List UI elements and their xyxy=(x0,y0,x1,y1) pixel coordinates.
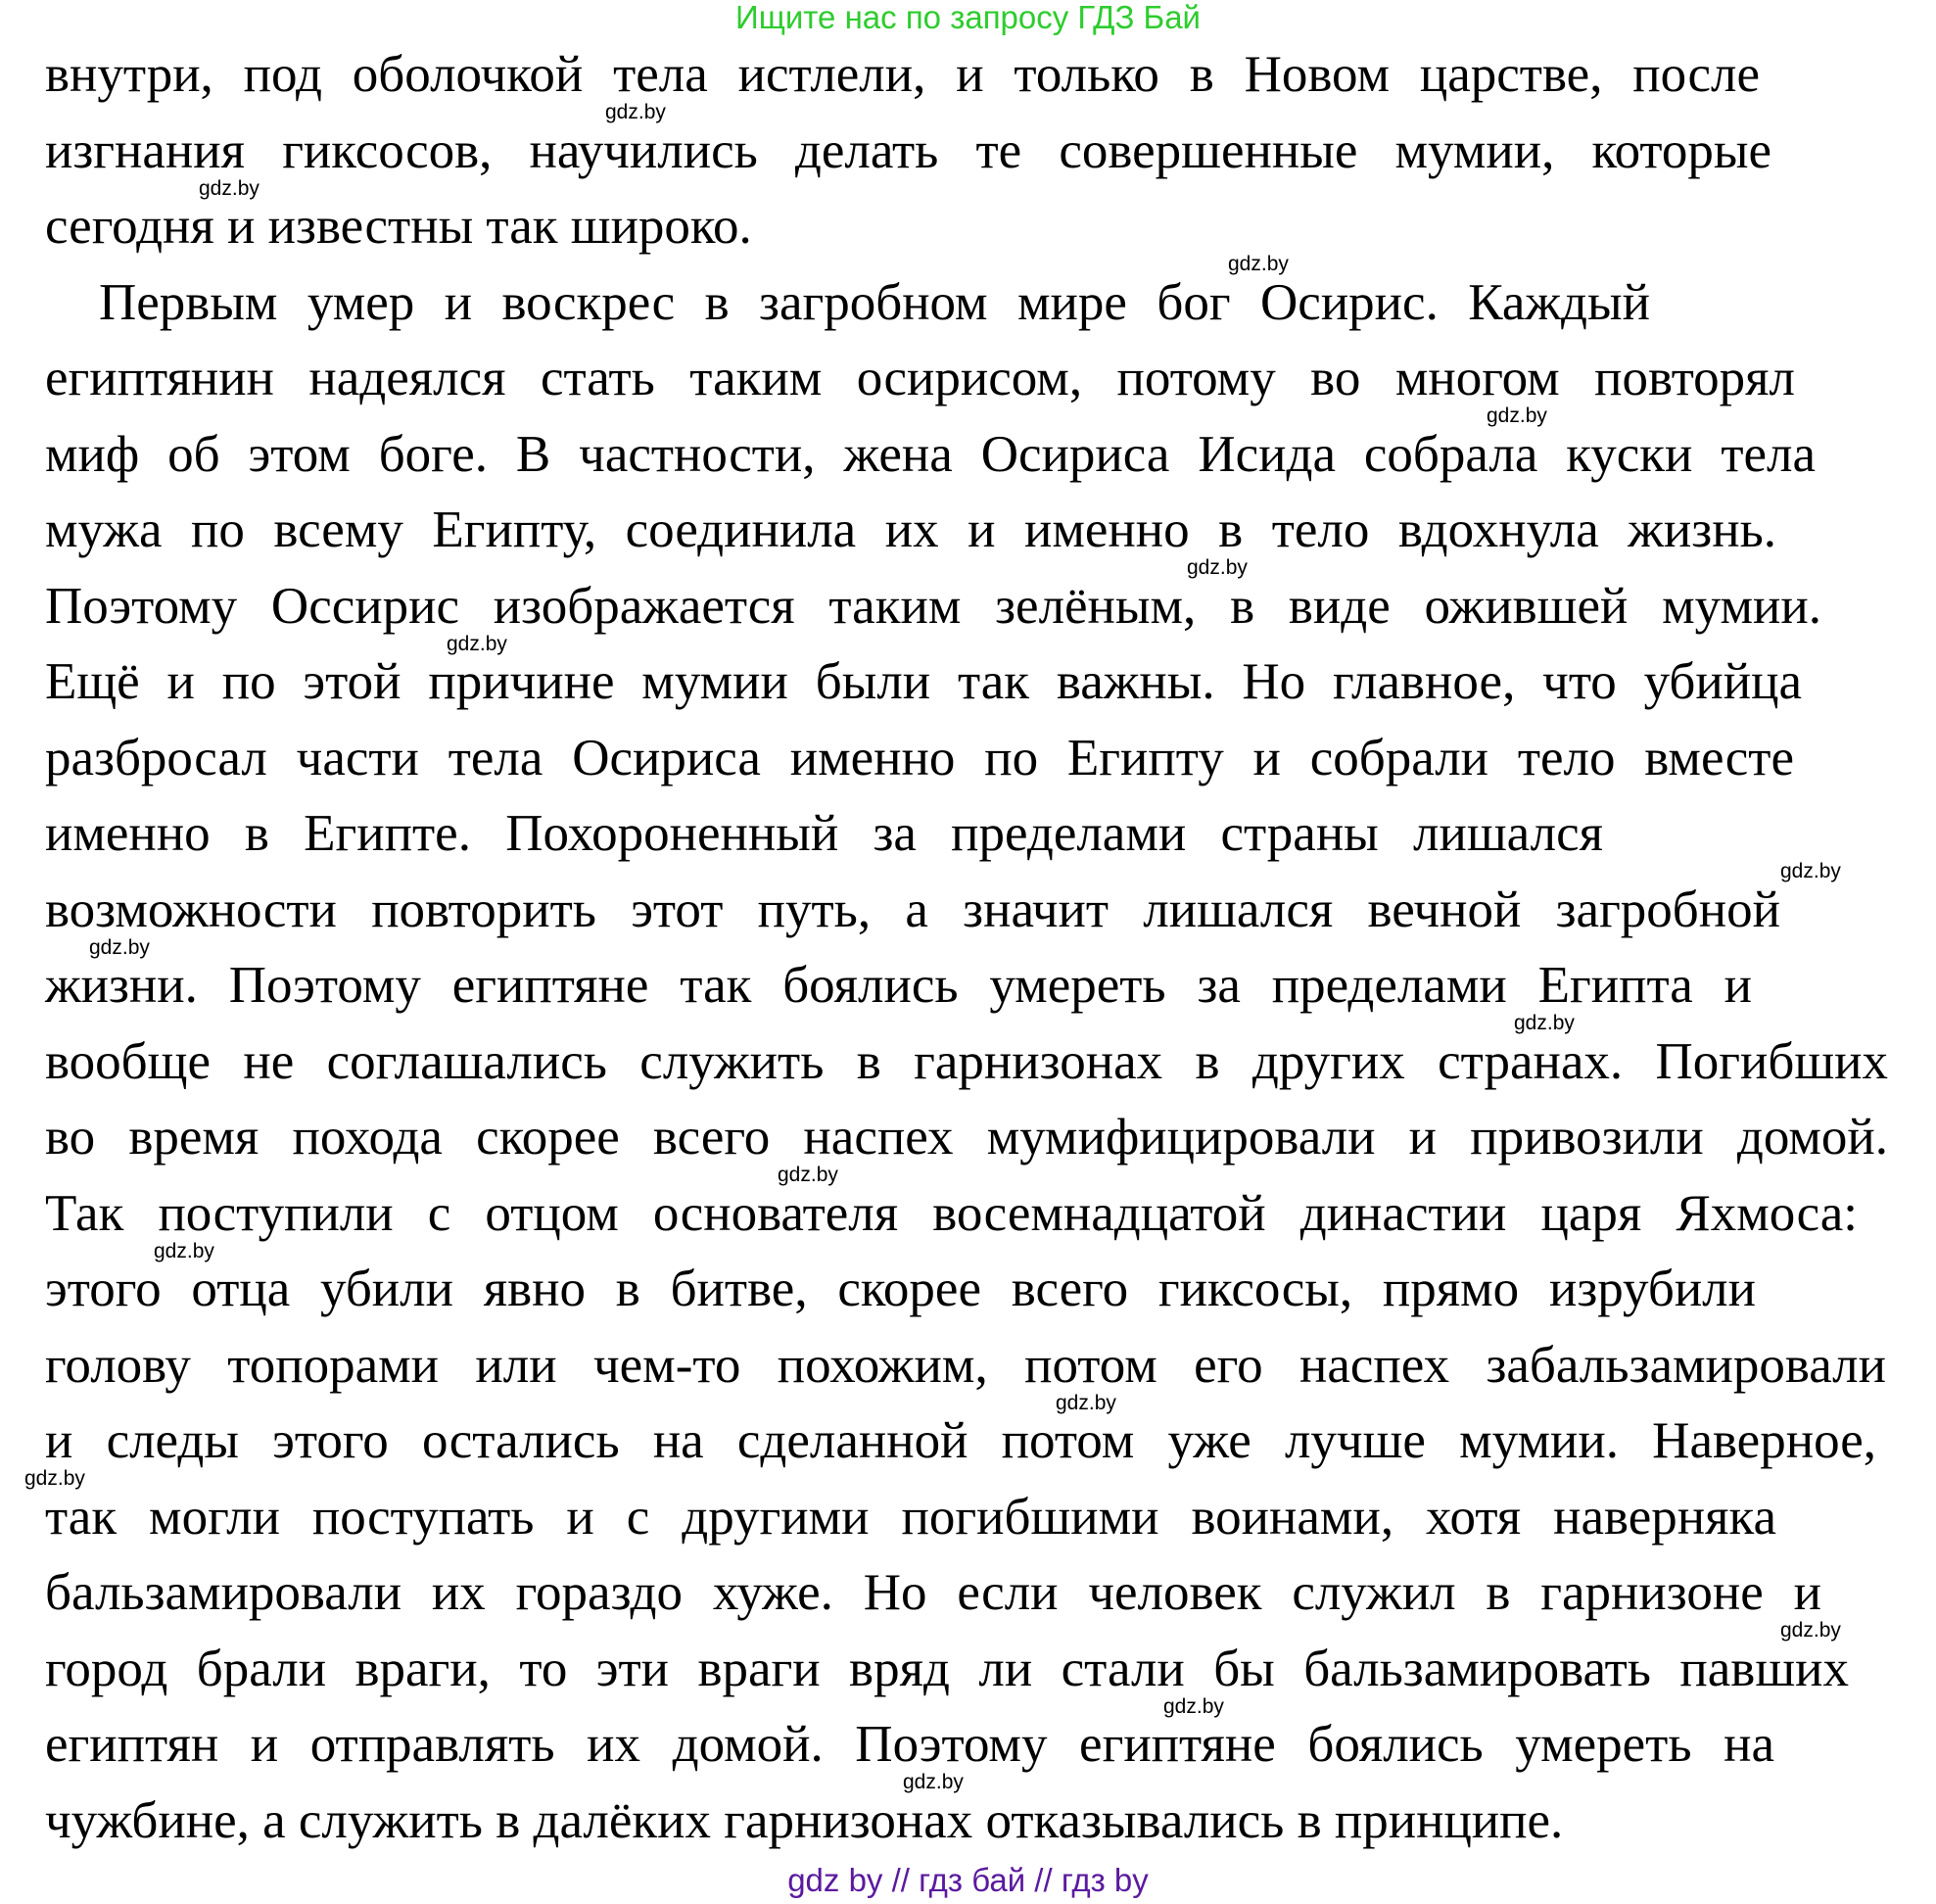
footer-watermark: gdz by // гдз бай // гдз by xyxy=(787,1862,1149,1898)
search-hint-banner: Ищите нас по запросу ГДЗ Бай xyxy=(735,0,1201,35)
watermark-gdz: gdz.by xyxy=(1163,1694,1224,1718)
text-line: Так поступили с отцом основателя восемнадцатой династии царя Яхмоса: xyxy=(45,1184,1858,1242)
text-line: Ещё и по этой причине мумии были так важны. Но главное, что убийца xyxy=(45,653,1802,710)
text-line: египтян и отправлять их домой. Поэтому египтяне боялись умереть на xyxy=(45,1716,1774,1773)
watermark-gdz: gdz.by xyxy=(903,1771,964,1794)
watermark-gdz: gdz.by xyxy=(89,935,150,959)
text-line: разбросал части тела Осириса именно по Египту и собрали тело вместе xyxy=(45,729,1794,786)
text-line: во время похода скорее всего наспех мумифицировали и привозили домой. xyxy=(45,1109,1888,1166)
watermark-gdz: gdz.by xyxy=(1056,1391,1116,1414)
text-line: жизни. Поэтому египтяне так боялись умереть за пределами Египта и xyxy=(45,957,1752,1014)
watermark-gdz: gdz.by xyxy=(24,1467,85,1491)
text-line: город брали враги, то эти враги вряд ли стали бы бальзамировать павших xyxy=(45,1640,1849,1697)
watermark-gdz: gdz.by xyxy=(605,101,666,124)
watermark-gdz: gdz.by xyxy=(1514,1012,1575,1035)
text-line: голову топорами или чем-то похожим, потом его наспех забальзамировали xyxy=(45,1336,1886,1394)
text-line: миф об этом боге. В частности, жена Осириса Исида собрала куски тела xyxy=(45,425,1816,483)
text-line: так могли поступать и с другими погибшими воинами, хотя наверняка xyxy=(45,1488,1776,1546)
text-line: мужа по всему Египту, соединила их и именно в тело вдохнула жизнь. xyxy=(45,501,1776,558)
watermark-gdz: gdz.by xyxy=(1487,405,1547,428)
watermark-gdz: gdz.by xyxy=(1228,253,1289,276)
watermark-gdz: gdz.by xyxy=(154,1239,214,1262)
watermark-gdz: gdz.by xyxy=(199,176,260,200)
text-line: бальзамировали их гораздо хуже. Но если человек служил в гарнизоне и xyxy=(45,1564,1821,1621)
text-line: именно в Египте. Похороненный за пределами страны лишался xyxy=(45,805,1603,862)
watermark-gdz: gdz.by xyxy=(1780,1619,1841,1642)
watermark-gdz: gdz.by xyxy=(1187,556,1248,580)
text-line: внутри, под оболочкой тела истлели, и только в Новом царстве, после xyxy=(45,46,1760,103)
text-line: и следы этого остались на сделанной потом уже лучше мумии. Наверное, xyxy=(45,1412,1876,1469)
text-line: египтянин надеялся стать таким осирисом, потому во многом повторял xyxy=(45,350,1795,406)
watermark-gdz: gdz.by xyxy=(1780,860,1841,883)
text-line: изгнания гиксосов, научились делать те совершенные мумии, которые xyxy=(45,121,1771,179)
text-line: чужбине, а служить в далёких гарнизонах отказывались в принципе. xyxy=(45,1791,1564,1849)
text-line: Поэтому Оссирис изображается таким зелёным, в виде ожившей мумии. xyxy=(45,577,1821,635)
watermark-gdz: gdz.by xyxy=(447,632,507,655)
text-line: Первым умер и воскрес в загробном мире бог Осирис. Каждый xyxy=(99,273,1650,331)
watermark-gdz: gdz.by xyxy=(778,1164,838,1187)
text-line: этого отца убили явно в битве, скорее всего гиксосы, прямо изрубили xyxy=(45,1261,1756,1317)
text-line: сегодня и известны так широко. xyxy=(45,198,752,255)
text-line: вообще не соглашались служить в гарнизонах в других странах. Погибших xyxy=(45,1032,1888,1090)
text-line: возможности повторить этот путь, а значит лишался вечной загробной xyxy=(45,881,1780,938)
